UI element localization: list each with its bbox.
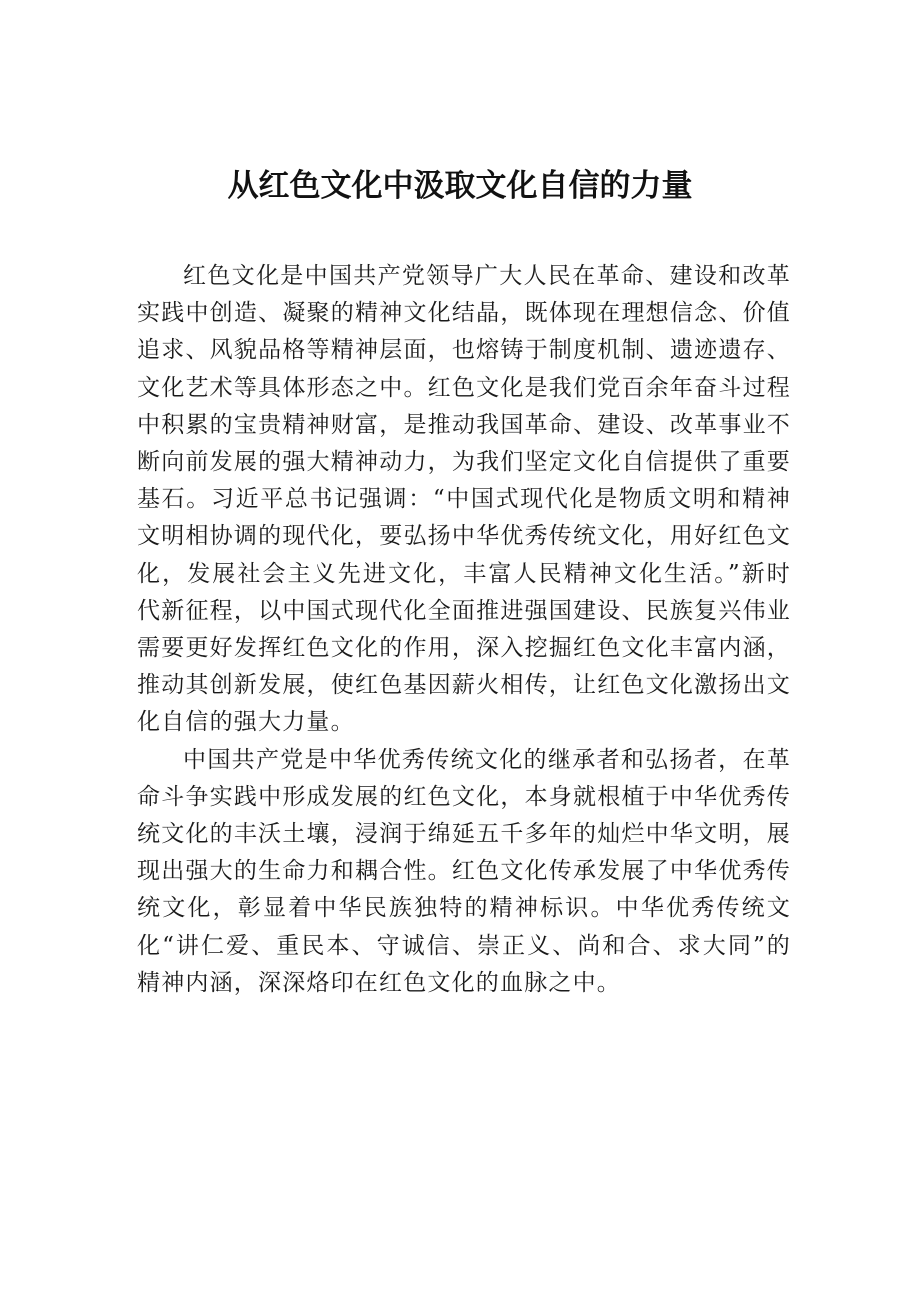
- paragraph-1: 红色文化是中国共产党领导广大人民在革命、建设和改革实践中创造、凝聚的精神文化结晶，既体现在理想信念、价值追求、风貌品格等精神层面，也熔铸于制度机制、遗迹遗存、文化艺术等具体形态之中。红色文化是我们党百余年奋斗过程中积累的宝贵精神财富，是推动我国革命、建设、改革事业不断向前发展的强大精神动力，为我们坚定文化自信提供了重要基石。习近平总书记强调：“中国式现代化是物质文明和精神文明相协调的现代化，要弘扬中华优秀传统文化，用好红色文化，发展社会主义先进文化，丰富人民精神文化生活。”新时代新征程，以中国式现代化全面推进强国建设、民族复兴伟业需要更好发挥红色文化的作用，深入挖掘红色文化丰富内涵，推动其创新发展，使红色基因薪火相传，让红色文化激扬出文化自信的强大力量。: [137, 263, 791, 736]
- document-body: [137, 258, 791, 1002]
- document-title: 从红色文化中汲取文化自信的力量: [227, 168, 693, 204]
- paragraph-2: 中国共产党是中华优秀传统文化的继承者和弘扬者，在革命斗争实践中形成发展的红色文化，本身就根植于中华优秀传统文化的丰沃土壤，浸润于绵延五千多年的灿烂中华文明，展现出强大的生命力和耦合性。红色文化传承发展了中华优秀传统文化，彰显着中华民族独特的精神标识。中华优秀传统文化“讲仁爱、重民本、守诚信、崇正义、尚和合、求大同”的精神内涵，深深烙印在红色文化的血脉之中。: [137, 746, 791, 996]
